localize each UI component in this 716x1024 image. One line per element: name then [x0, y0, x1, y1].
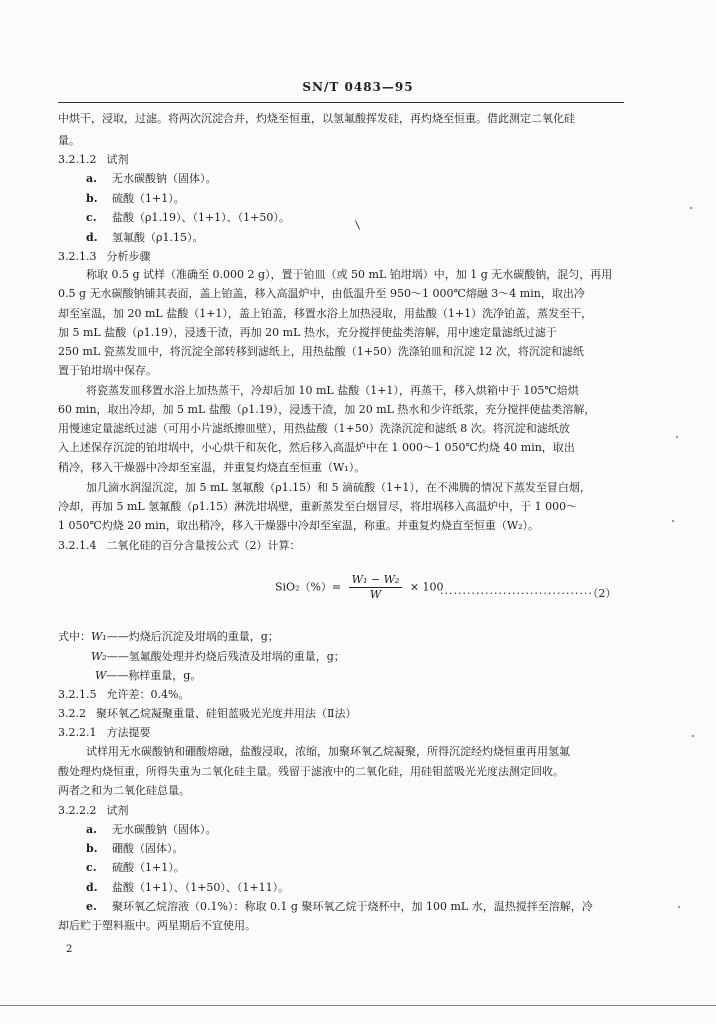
scan-speck [678, 906, 680, 908]
section-number: 3.2.1.3 [58, 250, 97, 263]
intro-line: 量。 [58, 134, 80, 147]
definition-dash: —— [106, 650, 129, 663]
scan-speck [676, 436, 678, 438]
scan-speck [692, 735, 694, 737]
section-heading [58, 539, 300, 553]
definition-symbol: W₂ [91, 650, 107, 663]
paragraph-line: 酸处理灼烧恒重，所得失重为二氧化硅主量。残留于滤液中的二氧化硅，用硅钼蓝吸光光度法测定回收。 [58, 765, 564, 778]
paragraph-line: 两者之和为二氧化硅总量。 [58, 784, 190, 797]
paragraph-line: 入上述保存沉淀的铂坩埚中，小心烘干和灰化，然后移入高温炉中在 1 000～1 050℃灼烧 40 min，取出 [58, 441, 575, 454]
section-heading [58, 250, 150, 264]
paragraph-line: 冷却，再加 5 mL 氢氟酸（ρ1.15）淋洗坩埚壁，重新蒸发至白烟冒尽，将坩埚移入高温炉中，于 1 000～ [58, 500, 578, 513]
paragraph-line: 稍冷，移入干燥器中冷却至室温，并重复灼烧直至恒重（W₁）。 [58, 461, 366, 474]
scan-mark [355, 220, 360, 229]
section-title: 试剂 [106, 804, 129, 817]
section-title: 二氧化硅的百分含量按公式（2）计算： [106, 539, 301, 552]
section-title: 方法提要 [106, 726, 151, 739]
section-number: 3.2.2 [58, 707, 86, 720]
bottom-rule [0, 1005, 716, 1006]
formula-lhs: SiO₂（%）= [275, 580, 342, 594]
list-item [86, 861, 185, 875]
list-marker: a. [86, 823, 97, 836]
scan-speck [690, 207, 692, 209]
section-title: 聚环氧乙烷凝聚重量、硅钼蓝吸光光度并用法（Ⅱ法） [96, 707, 357, 720]
paragraph-line: 却至室温，加 20 mL 盐酸（1+1），盖上铂盖，移置水浴上加热浸取，用盐酸（1+1）洗净铂盖，蒸发至干， [58, 307, 593, 320]
equation-number: （2） [592, 587, 617, 600]
list-text: 聚环氧乙烷溶液（0.1%）：称取 0.1 g 聚环氧乙烷于烧杯中，加 100 mL 水，温热搅拌至溶解，冷 [112, 900, 593, 913]
list-marker: c. [86, 211, 97, 224]
leader-dots: ·································· [440, 587, 593, 600]
list-text: 无水碳酸钠（固体）。 [112, 823, 217, 836]
list-text: 无水碳酸钠（固体）。 [112, 172, 217, 185]
definition-text: 氢氟酸处理并灼烧后残渣及坩埚的重量，g； [128, 650, 345, 663]
formula-multiplier: × 100 [409, 580, 444, 594]
definition-row [58, 630, 279, 644]
definition-text: 灼烧后沉淀及坩埚的重量，g； [128, 630, 279, 643]
definition-row [91, 650, 345, 664]
section-text: 允许差：0.4%。 [106, 688, 190, 701]
section-heading [58, 804, 128, 818]
list-marker: e. [86, 900, 97, 913]
paragraph-line: 将瓷蒸发皿移置水浴上加热蒸干，冷却后加 10 mL 盐酸（1+1），再蒸干，移入烘箱中于 105℃焙烘 [86, 384, 579, 397]
list-item [86, 881, 289, 895]
paragraph-line: 加 5 mL 盐酸（ρ1.19），浸透干渣，再加 20 mL 热水，充分搅拌使盐类溶解，用中速定量滤纸过滤于 [58, 326, 557, 339]
paragraph-line: 250 mL 瓷蒸发皿中，将沉淀全部转移到滤纸上，用热盐酸（1+50）洗涤铂皿和沉淀 12 次，将沉淀和滤纸 [58, 345, 584, 358]
where-label: 式中： [58, 630, 91, 643]
list-marker: c. [86, 861, 97, 874]
paragraph-line: 称取 0.5 g 试样（准确至 0.000 2 g），置于铂皿（或 50 mL 铂坩埚）中，加 1 g 无水碳酸钠，混匀，再用 [86, 268, 613, 281]
list-text: 硫酸（1+1）。 [112, 192, 185, 205]
section-number: 3.2.1.2 [58, 153, 97, 166]
formula-numerator: W₁ − W₂ [349, 573, 403, 588]
paragraph-line: 加几滴水润湿沉淀，加 5 mL 氢氟酸（ρ1.15）和 5 滴硫酸（1+1），在不沸腾的情况下蒸发至冒白烟， [86, 481, 591, 494]
list-item [86, 842, 184, 856]
paragraph-line: 置于铂坩埚中保存。 [58, 364, 157, 377]
definition-text: 称样重量，g。 [128, 669, 202, 682]
intro-line: 中烘干，浸取，过滤。将两次沉淀合并，灼烧至恒重，以氢氟酸挥发硅，再灼烧至恒重。借此测定二氧化硅 [58, 112, 575, 125]
section-number: 3.2.2.1 [58, 726, 97, 739]
list-marker: b. [86, 192, 98, 205]
section-number: 3.2.1.4 [58, 539, 97, 552]
list-text: 硫酸（1+1）。 [112, 861, 185, 874]
list-text: 盐酸（1+1）、（1+50）、（1+11）。 [112, 881, 290, 894]
paragraph-line: 试样用无水碳酸钠和硼酸熔融，盐酸浸取，浓缩，加聚环氧乙烷凝聚，所得沉淀经灼烧恒重再用氢氟 [86, 745, 570, 758]
definition-dash: —— [106, 669, 129, 682]
section-heading [58, 688, 189, 702]
section-heading [58, 726, 150, 740]
paragraph-line: 用慢速定量滤纸过滤（可用小片滤纸擦皿壁），用热盐酸（1+50）洗涤沉淀和滤纸 8 次。将沉淀和滤纸放 [58, 422, 570, 435]
scan-speck [672, 520, 674, 522]
list-marker: a. [86, 172, 97, 185]
page-number: 2 [66, 944, 73, 955]
list-item [86, 211, 290, 225]
paragraph-line: 60 min，取出冷却，加 5 mL 盐酸（ρ1.19），浸透干渣，加 20 mL 热水和少许纸浆，充分搅拌使盐类溶解， [58, 403, 596, 416]
definition-dash: —— [106, 630, 129, 643]
header-rule [58, 102, 624, 103]
section-title: 试剂 [106, 153, 129, 166]
list-marker: d. [86, 881, 98, 894]
definition-symbol: W [95, 669, 107, 682]
paragraph-line: 却后贮于塑料瓶中。两星期后不宜使用。 [58, 919, 256, 932]
list-item [86, 823, 217, 837]
standard-code: SN/T 0483—95 [302, 80, 414, 94]
list-marker: b. [86, 842, 98, 855]
list-text: 氢氟酸（ρ1.15）。 [112, 231, 204, 244]
definition-row [95, 669, 201, 683]
section-title: 分析步骤 [106, 250, 151, 263]
list-text: 硼酸（固体）。 [112, 842, 184, 855]
formula-fraction [349, 573, 403, 602]
list-item [86, 900, 593, 914]
list-item [86, 172, 217, 186]
section-number: 3.2.1.5 [58, 688, 97, 701]
formula-denominator: W [369, 588, 382, 601]
section-heading [58, 153, 128, 167]
equation-number-line [440, 585, 616, 601]
list-item [86, 192, 185, 206]
section-heading [58, 707, 356, 721]
definition-symbol: W₁ [91, 630, 107, 643]
list-marker: d. [86, 231, 98, 244]
formula [275, 573, 444, 602]
list-text: 盐酸（ρ1.19）、（1+1）、（1+50）。 [112, 211, 290, 224]
section-number: 3.2.2.2 [58, 804, 97, 817]
paragraph-line: 0.5 g 无水碳酸钠铺其表面，盖上铂盖，移入高温炉中，由低温升至 950～1 000℃熔融 3～4 min，取出冷 [58, 287, 585, 300]
paragraph-line: 1 050℃灼烧 20 min，取出稍冷，移入干燥器中冷却至室温，称重。并重复灼烧直至恒重（W₂）。 [58, 519, 540, 532]
list-item [86, 231, 203, 245]
